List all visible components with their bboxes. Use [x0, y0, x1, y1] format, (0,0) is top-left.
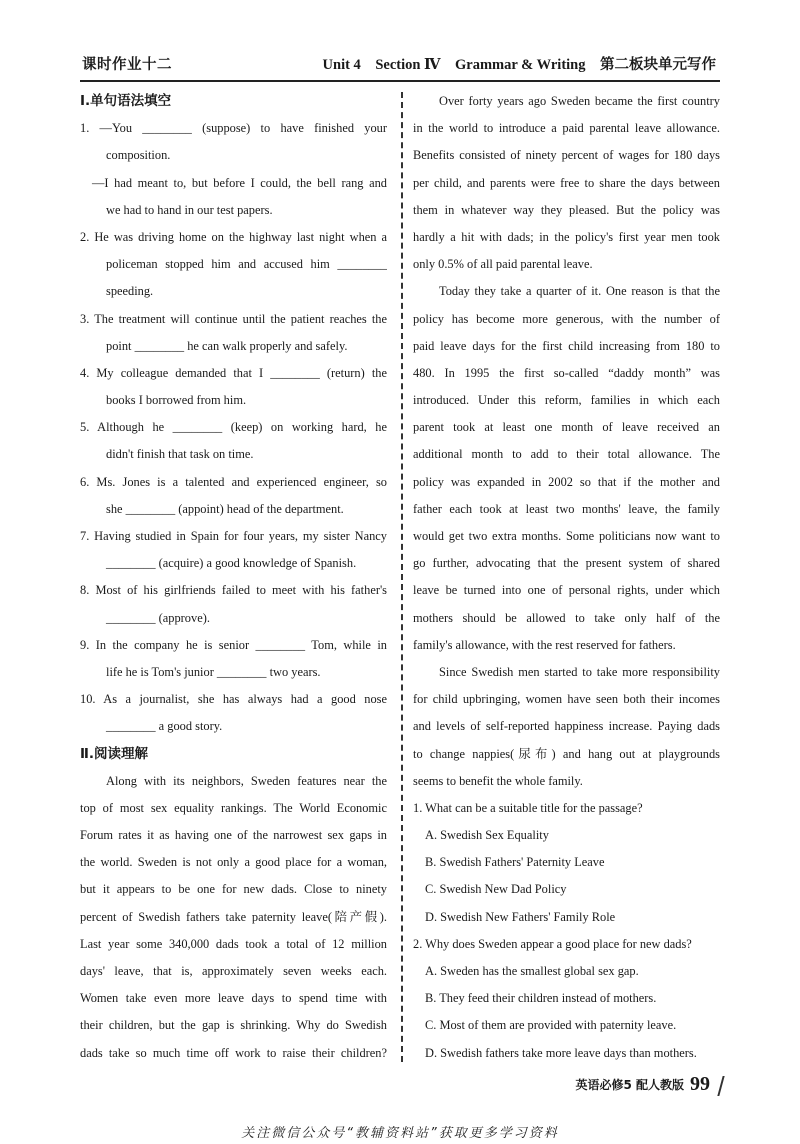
passage-line: additional month to add to their total allowance. The [413, 447, 720, 462]
s1-line: 4. My colleague demanded that I ________ (return) the [80, 365, 387, 380]
s1-line: 2. He was driving home on the highway last night when a [80, 229, 387, 244]
passage-line: go further, advocating that the present system of shared [413, 556, 720, 571]
unit-label: Unit 4 [322, 57, 361, 73]
right-column [413, 88, 720, 1067]
passage-line: Today they take a quarter of it. One reason is that the [439, 284, 720, 299]
passage-line: paid leave days for the first child increasing from 180 to [413, 338, 720, 353]
passage-line: in the world to introduce a paid parental leave allowance. [413, 121, 720, 136]
answer-option[interactable]: C. Swedish New Dad Policy [425, 882, 567, 897]
s1-line: life he is Tom's junior ________ two years. [106, 664, 321, 679]
s1-line: point ________ he can walk properly and safely. [106, 338, 348, 353]
passage-line: their children, but the gap is shrinking. Why do Swedish [80, 1018, 387, 1033]
s1-line: composition. [106, 148, 171, 163]
answer-option[interactable]: D. Swedish New Fathers' Family Role [425, 909, 616, 924]
passage-line: father each took at least two months' leave, the family [413, 501, 720, 516]
s1-line: 8. Most of his girlfriends failed to meet with his father's [80, 583, 387, 598]
chinese-title: 第二板块单元写作 [600, 57, 716, 73]
passage-line: seems to benefit the whole family. [413, 773, 583, 788]
passage-line: mothers should be allowed to take only half of the [413, 610, 720, 625]
page-footer [575, 1073, 722, 1096]
question-stem: 2. Why does Sweden appear a good place for new dads? [413, 936, 692, 951]
passage-line: parent took at least one month of leave received an [413, 420, 720, 435]
answer-option[interactable]: B. They feed their children instead of mothers. [425, 991, 657, 1006]
page-number: 99 [690, 1073, 710, 1095]
passage-line: Since Swedish men started to take more responsibility [439, 664, 720, 679]
passage-line: to change nappies(尿布) and hang out at playgrounds [413, 746, 720, 761]
section-label: Section Ⅳ [375, 57, 441, 73]
header-rule [80, 80, 720, 82]
passage-line: but it appears to be one for new dads. Close to ninety [80, 882, 387, 897]
answer-option[interactable]: B. Swedish Fathers' Paternity Leave [425, 855, 605, 870]
section1-title: Ⅰ.单句语法填空 [80, 93, 172, 109]
book-label: 英语必修5 配人教版 [575, 1078, 684, 1092]
passage-line: hardly a hit with dads; in the policy's first year men took [413, 229, 720, 244]
s1-line: policeman stopped him and accused him ________ [106, 257, 387, 272]
passage-line: Benefits consisted of ninety percent of wages for 180 days [413, 148, 720, 163]
passage-line: top of most sex equality rankings. The World Economic [80, 800, 387, 815]
answer-option[interactable]: C. Most of them are provided with paternity leave. [425, 1018, 677, 1033]
passage-line: Women take even more leave days to spend time with [80, 991, 387, 1006]
s1-line: 9. In the company he is senior ________ Tom, while in [80, 637, 387, 652]
passage-line: the world. Sweden is not only a good place for a woman, [80, 855, 387, 870]
passage-line: Forum rates it as having one of the narrowest sex gaps in [80, 828, 387, 843]
s1-line: speeding. [106, 284, 154, 299]
footer-slash [717, 1076, 724, 1096]
passage-line: Over forty years ago Sweden became the first country [439, 94, 720, 108]
s1-line: 10. As a journalist, she has always had a good nose [80, 692, 387, 707]
s1-line: she ________ (appoint) head of the department. [106, 501, 344, 516]
passage-line: dads take so much time off work to raise their children? [80, 1045, 387, 1060]
wechat-note: 关注微信公众号“教辅资料站”获取更多学习资料 [241, 1126, 559, 1141]
passage-line: Last year some 340,000 dads took a total of 12 million [80, 936, 387, 951]
passage-line: leave be turned into one of personal rights, under which [413, 583, 720, 598]
passage-line: and levels of self-reported happiness increase. Paying dads [413, 719, 720, 734]
s1-line: didn't finish that task on time. [106, 447, 254, 462]
s1-line: we had to hand in our test papers. [106, 202, 273, 217]
s1-line: 7. Having studied in Spain for four years, my sister Nancy [80, 529, 387, 543]
s1-line: ________ (approve). [106, 610, 210, 625]
homework-title: 课时作业十二 [82, 57, 172, 73]
passage-line: for child upbringing, women have seen both their incomes [413, 692, 720, 707]
passage-line: family's allowance, with the rest reserved for fathers. [413, 637, 676, 652]
s1-line: 6. Ms. Jones is a talented and experienced engineer, so [80, 474, 387, 489]
left-column [80, 88, 387, 1067]
question-stem: 1. What can be a suitable title for the passage? [413, 800, 643, 815]
passage-line: per child, and parents were free to share the days between [413, 175, 720, 190]
passage-line: only 0.5% of all paid parental leave. [413, 257, 593, 272]
s1-line: —I had meant to, but before I could, the bell rang and [92, 175, 387, 190]
passage-line: them in whatever way they pleased. But the policy was [413, 202, 720, 217]
answer-option[interactable]: A. Sweden has the smallest global sex gap. [425, 964, 639, 978]
passage-line: percent of Swedish fathers take paternity leave(陪产假). [80, 909, 387, 924]
passage-line: policy has become more generous, with the number of [413, 311, 720, 326]
s1-line: 1. —You ________ (suppose) to have finished your [80, 121, 387, 136]
s1-line: ________ (acquire) a good knowledge of Spanish. [106, 556, 357, 571]
s1-line: 3. The treatment will continue until the patient reaches the [80, 311, 387, 326]
s1-line: ________ a good story. [106, 719, 223, 734]
passage-line: would get two extra months. Some politicians now want to [413, 529, 720, 543]
section2-title: Ⅱ.阅读理解 [80, 745, 149, 762]
passage-line: days' leave, that is, approximately seven weeks each. [80, 964, 387, 978]
s1-line: 5. Although he ________ (keep) on working hard, he [80, 420, 387, 435]
s1-line: books I borrowed from him. [106, 393, 247, 408]
passage-line: policy was expanded in 2002 so that if the mother and [413, 474, 720, 489]
answer-option[interactable]: D. Swedish fathers take more leave days than mothers. [425, 1045, 697, 1060]
passage-line: Along with its neighbors, Sweden features near the [106, 773, 387, 788]
passage-line: 480. In 1995 the first so-called “daddy month” was [413, 365, 720, 380]
topic-label: Grammar & Writing [455, 57, 586, 73]
passage-line: introduced. Under this reform, families in which each [413, 393, 720, 408]
answer-option[interactable]: A. Swedish Sex Equality [425, 828, 549, 843]
unit-header [323, 53, 716, 74]
column-divider [401, 92, 403, 1062]
